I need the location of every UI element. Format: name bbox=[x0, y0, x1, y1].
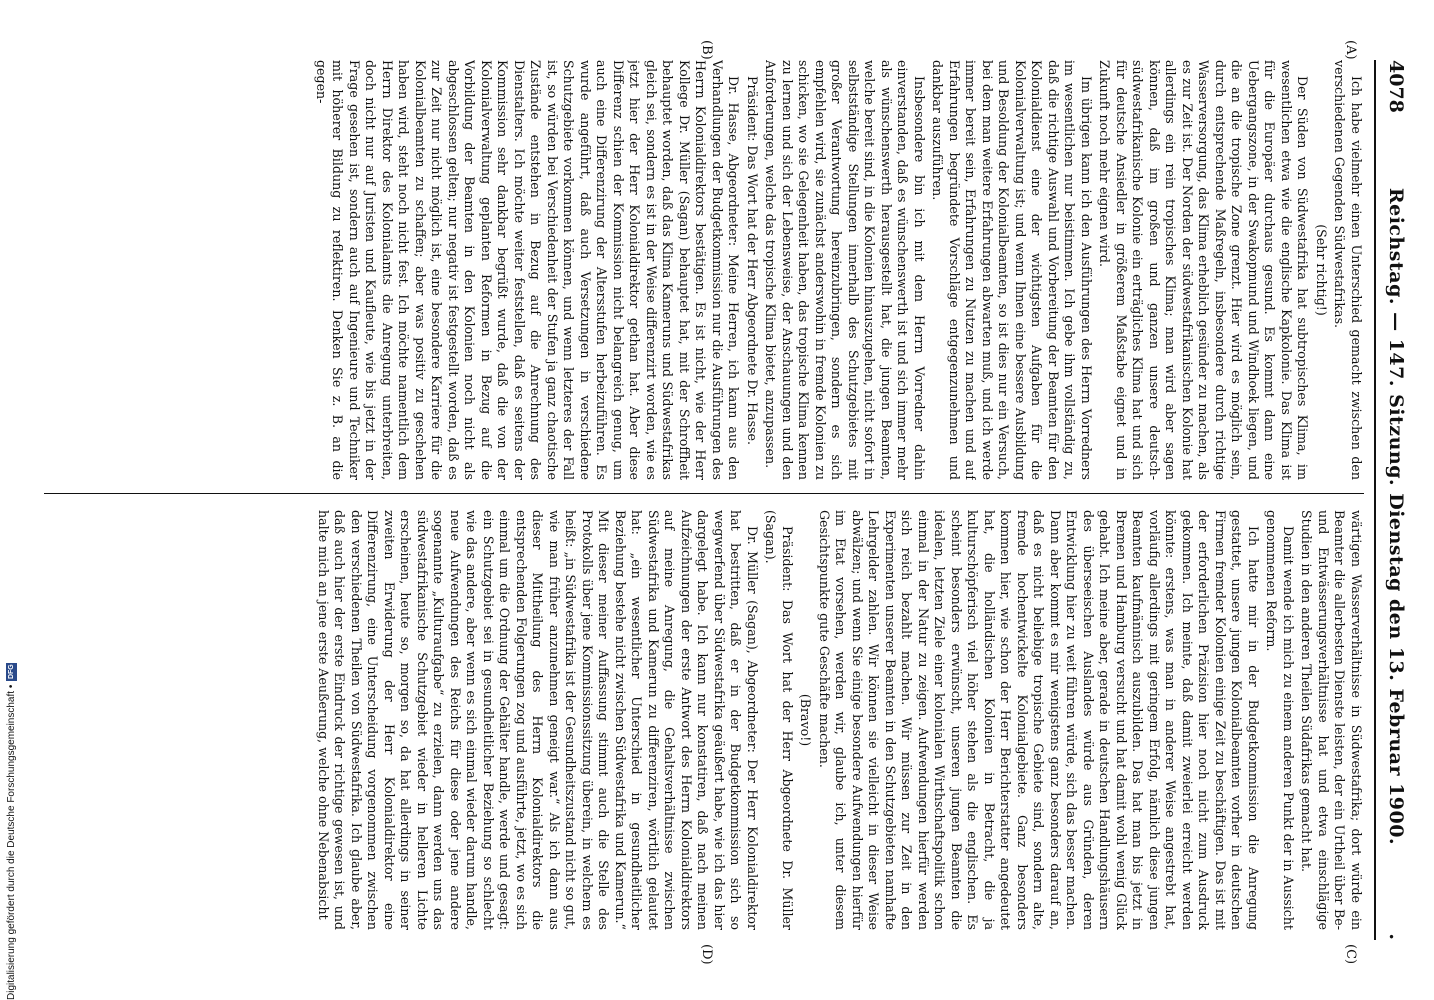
header-dot: . bbox=[1385, 933, 1407, 940]
interjection: (Sehr richtig!) bbox=[1314, 224, 1329, 316]
page-title: Reichstag. — 147. Sitzung. Dienstag den 13. Februar 1900. bbox=[1385, 187, 1407, 846]
digitization-credit bbox=[2, 0, 20, 1000]
margin-marker-b: (B) bbox=[699, 40, 714, 60]
paragraph: Im übrigen kann ich den Ausführungen des Herrn Vorredners im wesentlichen nur beistimmen. Ich gebe ihm vollständig zu, daß die richtige Auswahl und Vorbereitung der Beamten für den Kolonialdienst eine der wichtigsten Aufgaben für die Kolonialverwaltung ist; und wenn Ihnen eine bessere Ausbildung und Besoldung der Kolonialbeamten, so ist dies nur ein Versuch, bei dem man weitere Erfahrungen abwarten muß, und ich werde immer bereit sein, Erfahrungen zu Nutzen zu machen und auf Erfahrungen begründete Vorschläge entgegenzunehmen und dankbar auszuführen. bbox=[930, 60, 1094, 480]
speaker-paragraph: Präsident: Das Wort hat der Herr Abgeordnete Dr. Müller (Sagan). bbox=[763, 510, 795, 930]
paragraph: Insbesondere bin ich mit dem Herrn Vorredner dahin einverstanden, daß es wünschenswerth ist und sich immer mehr als wünschenswerth herausgestellt hat, die jungen Beamten, welche bereit sind, in die Kolonien hinauszugehen, nicht sofort in selbstständige Stellungen innerhalb des Schutzgebietes mit großer Verantwortung hereinzubringen, sondern es sich empfehlen wird, sie zunächst anderswohin in fremde Kolonien zu schicken, wo sie Gelegenheit haben, das tropische Klima kennen zu lernen und sich der Lebensweise, der Anschauungen und den Anforderungen, welche das tropische Klima bietet, anzupassen. bbox=[763, 60, 927, 480]
paragraph: Ich habe vielmehr einen Unterschied gemacht zwischen den verschiedenen Gegenden Südwestafrikas. bbox=[1332, 60, 1364, 480]
paragraph: Dr. Hasse, Abgeordneter: Meine Herren, ich kann aus den Verhandlungen der Budgetkommission nur die Ausführungen des Herrn Kolonialdirektors bestätigen. Es ist nicht, wie der Herr Kollege Dr. Müller (Sagan) behauptet hat, mit der Schroffheit behauptet worden, daß das Klima Kameruns und Südwestafrikas gleich sei, sondern es ist in der Weise differenzirt worden, wie es jetzt hier der Herr Kolonialdirektor gethan hat. Aber diese Differenz schien der Kommission nicht belangreich genug, um auch eine Differenzirung der Altersstufen herbeizuführen. Es wurde angeführt, daß auch Versetzungen in verschiedene Schutzgebiete vorkommen können, und wenn letzteres der Fall ist, so würden bei Verschiedenheit der Stufen ja ganz chaotische Zustände entstehen in Bezug auf die Anrechnung des Dienstalters. Ich möchte weiter feststellen, daß es seitens der Kommission sehr dankbar begrüßt wurde, daß die von der Kolonialverwaltung geplanten Reformen in Bezug auf die Vorbildung der Beamten in den Kolonien noch nicht als abgeschlossen gelten; nur negativ ist festgestellt worden, daß es zur Zeit nur nicht möglich ist, eine besondere Karriere für die Kolonialbeamten zu schaffen; aber was positiv zu geschehen haben wird, steht noch nicht fest. Ich möchte namentlich dem Herrn Direktor des Kolonialamts die Anregung unterbreiten, doch nicht nur auf Juristen und Kaufleute, wie bis jetzt in der Frage gesehen ist, sondern auch auf Ingenieure und Techniker mit höherer Bildung zu reflektiren. Denken Sie z. B. an die gegen- bbox=[314, 60, 742, 480]
paragraph: Damit wende ich mich zu einem anderen Punkt der in Aussicht genommenen Reform. bbox=[1264, 510, 1296, 930]
column-divider bbox=[44, 493, 1364, 494]
paragraph: Dr. Müller (Sagan), Abgeordneter: Der Herr Kolonialdirektor hat bestritten, daß er in der Budgetkommission sich so wegwerfend über Südwestafrika geäußert habe, wie ich das hier dargelegt habe. Ich kann nur konstatiren, daß nach meinen Aufzeichnungen der erste Antwort des Herrn Kolonialdirektors auf meine Anregung, die Gehaltsverhältnisse zwischen Südwestafrika und Kamerun zu differenziren, wörtlich gelautet hat: „ein wesentlicher Unterschied in gesundheitlicher Beziehung bestehe nicht zwischen Südwestafrika und Kamerun.“ Mit dieser meiner Auffassung stimmt auch die Stelle des Protokolls über jene Kommissionssitzung überein, in welchem es heißt: „in Südwestafrika ist der Gesundheitszustand nicht so gut, wie man früher anzunehmen geneigt war.“ Als ich dann aus dieser Mittheilung des Herrn Kolonialdirektors die entsprechenden Folgerungen zog und ausführte, jetzt, wo es sich einmal um die Ordnung der Gehälter handle, werde und gesagt: ein Schutzgebiet sei in gesundheitlicher Beziehung so schlecht wie das andere, aber wenn es sich einmal wieder darum handle, neue Aufwendungen des Reichs für diese oder jene andere sogenannte „Kulturaufgabe“ zu erzielen, dann werden uns das südwestafrikanische Schutzgebiet wieder in helleren Lichte erscheinen, heute so, morgen so, da hat allerdings in seiner zweiten Erwiderung der Herr Kolonialdirektor eine Differenzirung, eine Unterscheidung vorgenommen zwischen den verschiedenen Theilen von Südwestafrika. Ich glaube aber, daß auch hier der erste Eindruck der richtige gewesen ist, und halte mich an jene erste Aeußerung, welche ohne Nebenabsicht bbox=[316, 510, 760, 930]
margin-marker-c: (C) bbox=[1343, 944, 1358, 965]
paragraph: Ich hatte mir in der Budgetkommission die Anregung gestattet, unsere jungen Kolonialbeamten vorher in deutschen Firmen fremder Kolonien einige Zeit zu beschäftigen. Das ist mit der erforderlichen Präzision hier noch nicht zum Ausdruck gekommen. Ich meinte, daß damit zweierlei erreicht werden könnte: erstens, was man in anderer Weise angestrebt hat, vorläufig allerdings mit geringem Erfolg, nämlich diese jungen Beamten kaufmännisch auszubilden. Das hat man bis jetzt in Bremen und Hamburg versucht und hat damit wohl wenig Glück gehabt. Ich meine aber, gerade in deutschen Handlungshäusern des überseeischen Auslandes würde aus Gründen, deren Entwicklung hier zu weit führen würde, sich das besser machen. Dann aber kommt es mir wenigstens ganz besonders darauf an, daß es nicht beliebige tropische Gebiete sind, sondern alte, fremde hochentwickelte Kolonialgebiete. Ganz besonders kommen hier, wie schon der Herr Berichterstatter angedeutet hat, die holländischen Kolonien in Betracht, die ja kulturschöpferisch viel höher stehen als die englischen. Es scheint besonders erwünscht, unseren jungen Beamten die idealen, letzten Ziele einer kolonialen Wirthschaftspolitik schon einmal in der Natur zu zeigen. Aufwendungen hierfür werden sich reich bezahlt machen. Wir müssen zur Zeit in den Experimenten unserer Beamten in den Schutzgebieten namhafte Lehrgelder zahlen. Wir können sie vielleicht in dieser Weise abwälzen; und wenn Sie einige besondere Aufwendungen hierfür im Etat vorsehen, werden wir, glaube ich, unter diesem Gesichtspunkte gute Geschäfte machen. bbox=[817, 510, 1261, 930]
paragraph: wärtigen Wasserverhältnisse in Südwestafrika; dort würde ein Beamter die allerbesten Dienste leisten, der ein Urtheil über Be- und Entwässerungsverhältnisse hat und etwa einschlägige Studien in den anderen Theilen Südafrikas gemacht hat. bbox=[1299, 510, 1364, 930]
right-column bbox=[34, 510, 1364, 930]
credit-text: Digitalisierung gefördert durch die Deutsche Forschungsgemeinschaft • bbox=[5, 684, 17, 1000]
page-header bbox=[1374, 60, 1416, 940]
left-column bbox=[34, 60, 1364, 480]
speaker-paragraph: Präsident: Das Wort hat der Herr Abgeordnete Dr. Hasse. bbox=[745, 76, 760, 445]
dfg-logo-icon: DFG bbox=[7, 664, 15, 680]
interjection: (Bravo!) bbox=[798, 693, 814, 747]
margin-marker-a: (A) bbox=[1343, 40, 1358, 60]
margin-marker-d: (D) bbox=[699, 944, 714, 965]
paragraph: Der Süden von Südwestafrika hat subtropisches Klima, im wesentlichen etwa wie die englische Kapkolonie. Das Klima ist für die Europäer durchaus gesund. Es kommt dann eine Uebergangszone, in der Swakopmund und Windhoek liegen, und die an die tropische Zone grenzt. Hier wird es möglich sein, durch entsprechende Maßregeln, insbesondere durch richtige Wasserversorgung, das Klima erheblich gesünder zu machen, als es zur Zeit ist. Der Norden der südwestafrikanischen Kolonie hat allerdings ein rein tropisches Klima; man wird aber sagen können, daß im großen und ganzen unsere deutsch-südwestafrikanische Kolonie ein erträgliches Klima hat und sich für deutsche Ansiedler in größerem Maßstabe eignet und in Zukunft noch mehr eignen wird. bbox=[1097, 60, 1311, 480]
page-number: 4078 bbox=[1385, 60, 1407, 113]
